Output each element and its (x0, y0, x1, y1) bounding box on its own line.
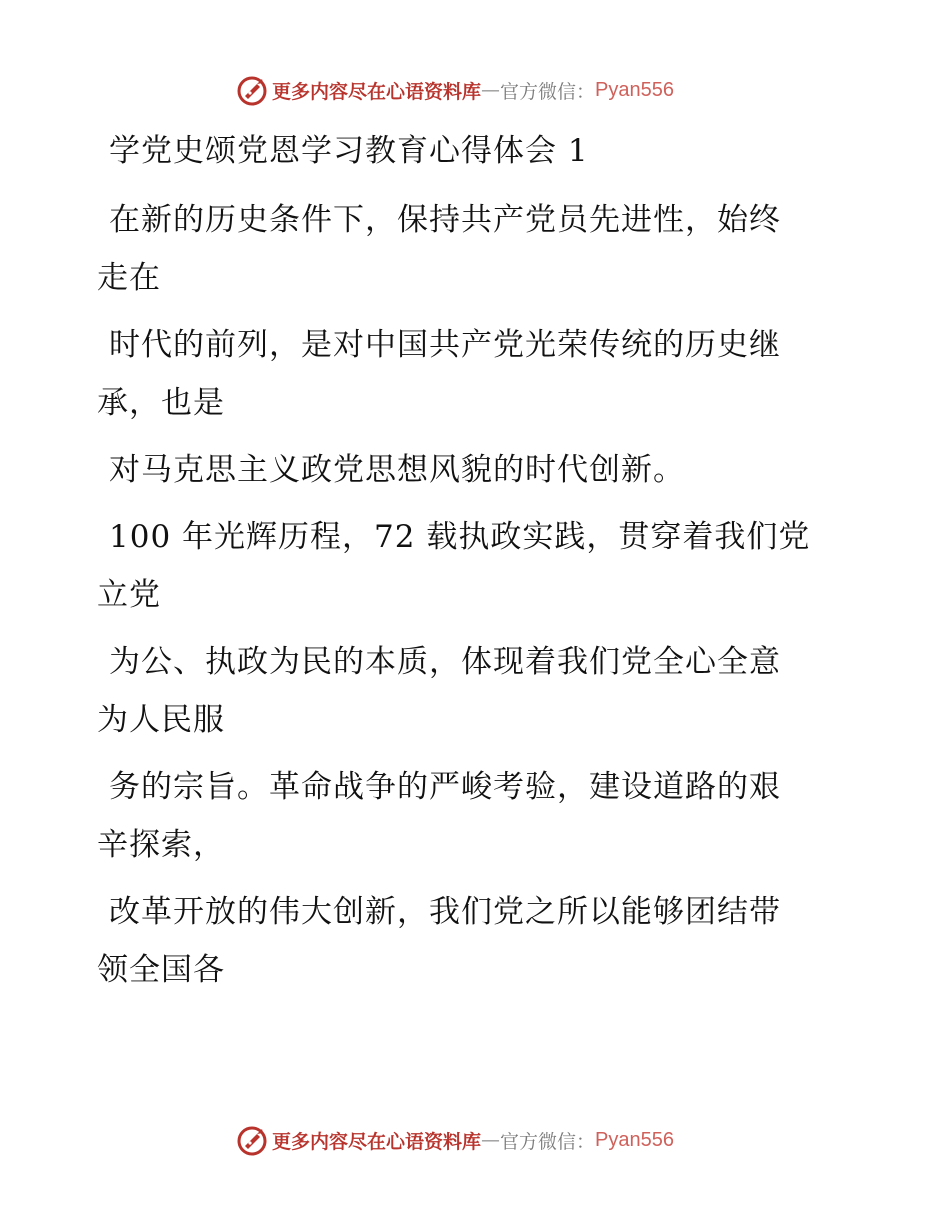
watermark-account: Pyan556 (595, 78, 674, 101)
body-line: 走在 (97, 260, 161, 296)
body-line: 改革开放的伟大创新，我们党之所以能够团结带 (109, 894, 781, 930)
footer-watermark (236, 1123, 674, 1157)
body-line: 为人民服 (97, 702, 225, 738)
body-line: 为公、执政为民的本质，体现着我们党全心全意 (109, 644, 781, 680)
body-line: 承，也是 (97, 385, 225, 421)
header-watermark (236, 73, 674, 107)
pen-nib-circle-logo-icon (236, 1124, 268, 1156)
watermark-dash: — (481, 1129, 501, 1151)
pen-nib-circle-logo-icon (236, 74, 268, 106)
watermark-brand: 更多内容尽在心语资料库 (272, 1130, 482, 1153)
body-line: 立党 (97, 577, 161, 613)
body-line: 领全国各 (97, 952, 225, 988)
document-body (97, 122, 857, 999)
watermark-dash: — (481, 79, 501, 101)
body-line: 辛探索， (97, 827, 225, 863)
watermark-account: Pyan556 (595, 1128, 674, 1151)
watermark-brand: 更多内容尽在心语资料库 (272, 80, 482, 103)
body-line: 在新的历史条件下，保持共产党员先进性，始终 (109, 202, 781, 238)
body-line: 时代的前列，是对中国共产党光荣传统的历史继 (109, 327, 781, 363)
watermark-official-label: 官方微信： (500, 1130, 596, 1153)
watermark-official-label: 官方微信： (500, 80, 596, 103)
body-line: 对马克思主义政党思想风貌的时代创新。 (109, 452, 685, 488)
body-line: 100 年光辉历程，72 载执政实践，贯穿着我们党 (109, 519, 811, 555)
body-line: 务的宗旨。革命战争的严峻考验，建设道路的艰 (109, 769, 781, 805)
document-title: 学党史颂党恩学习教育心得体会 1 (109, 133, 589, 169)
